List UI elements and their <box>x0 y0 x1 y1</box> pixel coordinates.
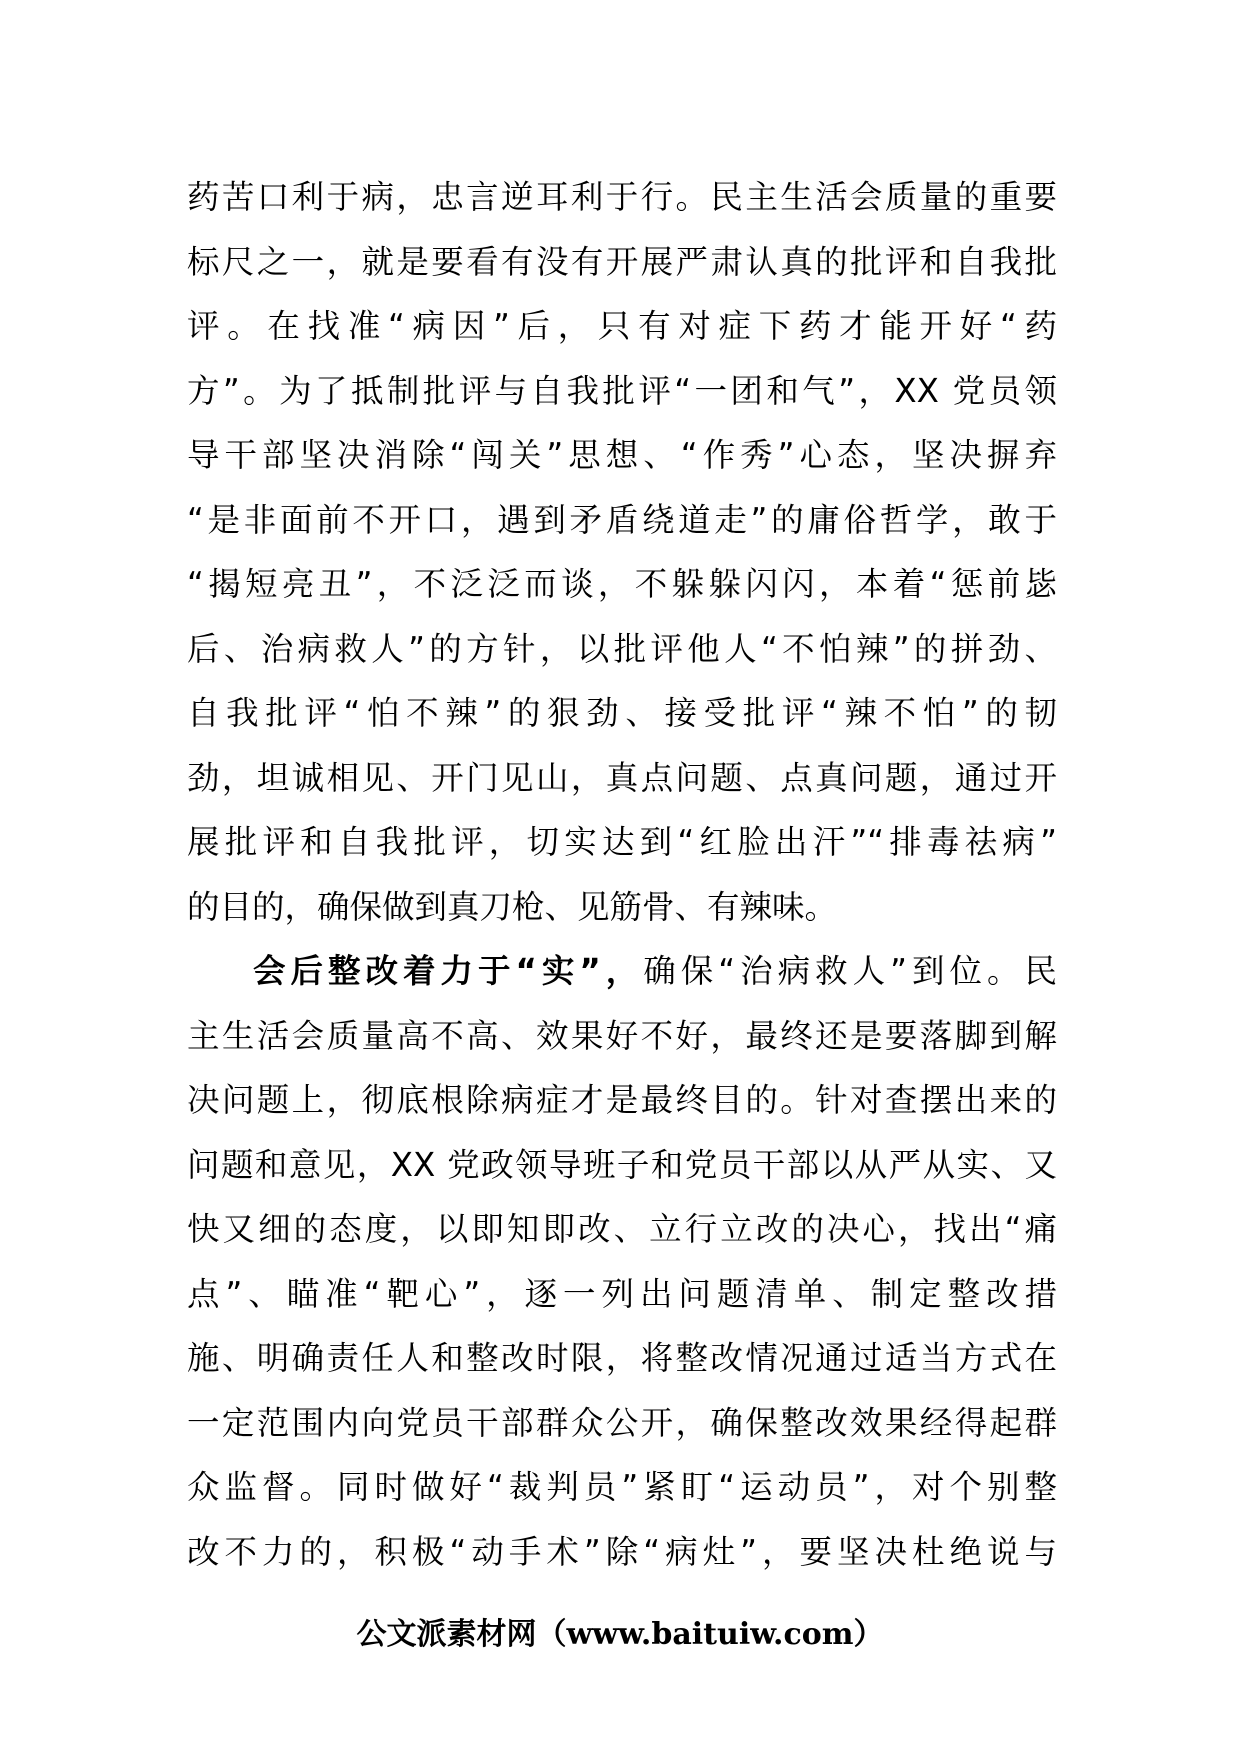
text-line: 决问题上，彻底根除病症才是最终目的。针对查摆出来的 <box>187 1081 1057 1119</box>
text-line: 展批评和自我批评，切实达到“红脸出汗”“排毒祛病” <box>187 823 1057 861</box>
text-line: 众监督。同时做好“裁判员”紧盯“运动员”，对个别整 <box>187 1468 1057 1506</box>
text-line: 一定范围内向党员干部群众公开，确保整改效果经得起群 <box>187 1403 1057 1442</box>
text-line: 标尺之一，就是要看有没有开展严肃认真的批评和自我批 <box>187 242 1057 281</box>
text-line: 的目的，确保做到真刀枪、见筋骨、有辣味。 <box>187 887 838 926</box>
text-line: 问题和意见，XX 党政领导班子和党员干部以从严从实、又 <box>187 1145 1057 1184</box>
text-line: 导干部坚决消除“闯关”思想、“作秀”心态，坚决摒弃 <box>187 436 1057 474</box>
paragraph-1 <box>187 165 1057 939</box>
paragraph-2-heading: 会后整改着力于“实”， <box>253 952 644 990</box>
text-line: 改不力的，积极“动手术”除“病灶”，要坚决杜绝说与 <box>187 1532 1057 1571</box>
text-line: “揭短亮丑”，不泛泛而谈，不躲躲闪闪，本着“惩前毖 <box>187 565 1057 603</box>
page-footer-watermark: 公文派素材网（www.baituiw.com） <box>356 1617 884 1652</box>
text-line: 点”、瞄准“靶心”，逐一列出问题清单、制定整改措 <box>187 1274 1057 1313</box>
text-line: 主生活会质量高不高、效果好不好，最终还是要落脚到解 <box>187 1016 1057 1055</box>
paragraph-2-first-line <box>187 939 1057 1004</box>
text-line: 评。在找准“病因”后，只有对症下药才能开好“药 <box>187 307 1057 345</box>
text-line: 快又细的态度，以即知即改、立行立改的决心，找出“痛 <box>187 1210 1057 1248</box>
text-line: 后、治病救人”的方针，以批评他人“不怕辣”的拼劲、 <box>187 629 1057 668</box>
document-body <box>187 165 1057 1584</box>
text-line: 劲，坦诚相见、开门见山，真点问题、点真问题，通过开 <box>187 758 1057 797</box>
text-line: “是非面前不开口，遇到矛盾绕道走”的庸俗哲学，敢于 <box>187 500 1057 539</box>
text-line: 施、明确责任人和整改时限，将整改情况通过适当方式在 <box>187 1339 1057 1377</box>
paragraph-2 <box>187 939 1057 1584</box>
paragraph-2-first-line-rest: 确保“治病救人”到位。民 <box>643 952 1057 990</box>
text-line: 药苦口利于病，忠言逆耳利于行。民主生活会质量的重要 <box>187 178 1057 216</box>
text-line: 方”。为了抵制批评与自我批评“一团和气”，XX 党员领 <box>187 371 1057 410</box>
text-line: 自我批评“怕不辣”的狠劲、接受批评“辣不怕”的韧 <box>187 694 1057 732</box>
